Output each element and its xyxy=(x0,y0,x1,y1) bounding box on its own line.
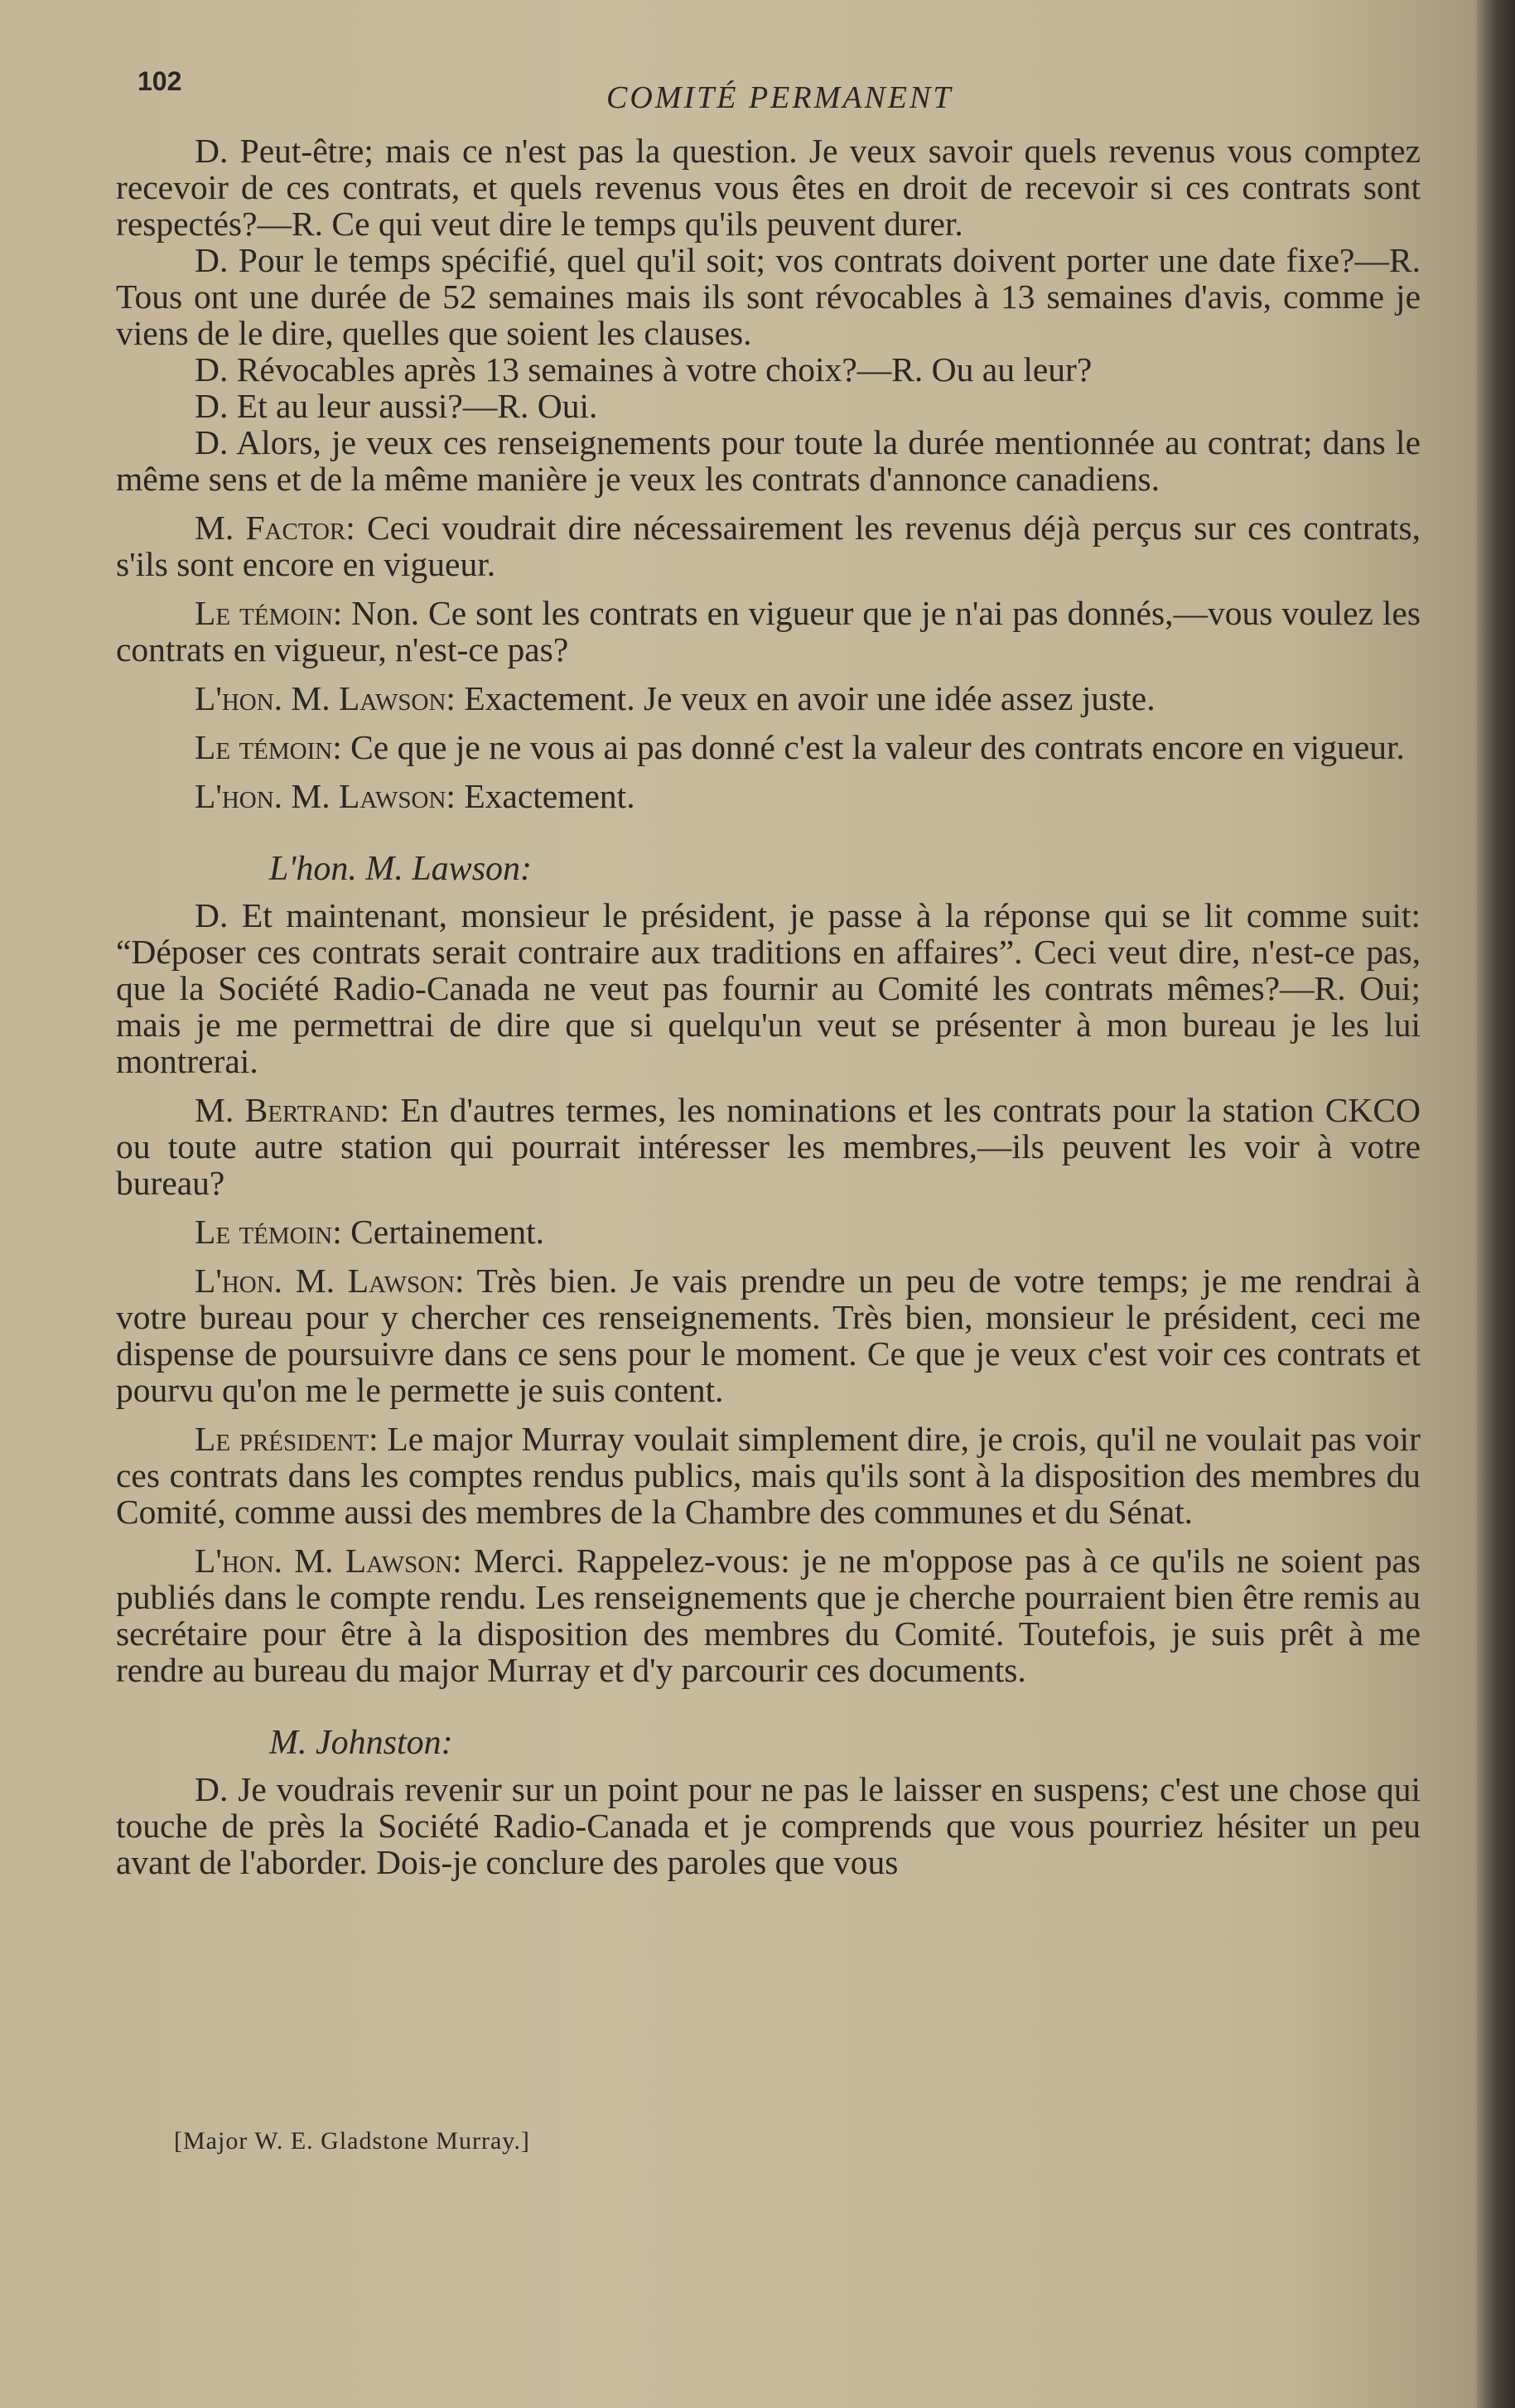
speaker: Le témoin: xyxy=(195,1213,342,1251)
paragraph: L'hon. M. Lawson: Exactement. xyxy=(195,777,635,815)
page-header xyxy=(138,66,1380,116)
paragraph: M. Bertrand: En d'autres termes, les nominations et les contrats pour la station CKCO ou toute autre station qui pourrait intéresser les membres,—ils peuvent les voir à votre bureau? xyxy=(116,1091,1421,1202)
paragraph: Le témoin: Certainement. xyxy=(195,1213,545,1251)
paragraph: D. Et maintenant, monsieur le président, je passe à la réponse qui se lit comme suit: “Déposer ces contrats serait contraire aux traditions en affaires”. Ceci veut dire, n'est-ce pas, que la Société Radio-Canada ne veut pas fournir au Comité les contrats mêmes?—R. Oui; mais je me permettrai de dire que si quelqu'un veut se présenter à mon bureau je les lui montrerai. xyxy=(116,896,1421,1080)
paragraph: D. Je voudrais revenir sur un point pour ne pas le laisser en suspens; c'est une chose qui touche de près la Société Radio-Canada et je comprends que vous pourriez hésiter un peu avant de l'aborder. Dois-je conclure des paroles que vous xyxy=(116,1770,1421,1881)
book-spine-shadow xyxy=(1477,0,1515,2408)
speaker: M. Factor: xyxy=(195,509,355,547)
paragraph: Le témoin: Non. Ce sont les contrats en vigueur que je n'ai pas donnés,—vous voulez les contrats en vigueur, n'est-ce pas? xyxy=(116,594,1421,668)
section-heading: M. Johnston: xyxy=(269,1724,453,1762)
speaker: Le témoin: xyxy=(195,594,343,632)
paragraph: Le témoin: Ce que je ne vous ai pas donné c'est la valeur des contrats encore en vigueur. xyxy=(195,728,1405,766)
speaker: L'hon. M. Lawson: xyxy=(195,679,456,717)
speaker: L'hon. M. Lawson: xyxy=(195,1542,462,1580)
page-number: 102 xyxy=(138,66,182,96)
speaker: M. Bertrand: xyxy=(195,1091,390,1129)
paragraph: D. Pour le temps spécifié, quel qu'il soit; vos contrats doivent porter une date fixe?—R. Tous ont une durée de 52 semaines mais ils sont révocables à 13 semaines d'avis, comme je viens de le dire, quelles que soient les clauses. xyxy=(116,241,1421,352)
speaker: L'hon. M. Lawson: xyxy=(195,1262,465,1300)
speaker: Le témoin: xyxy=(195,728,342,766)
section-heading: L'hon. M. Lawson: xyxy=(269,850,533,888)
paragraph: D. Révocables après 13 semaines à votre choix?—R. Ou au leur? xyxy=(195,350,1093,388)
running-head: COMITÉ PERMANENT xyxy=(606,80,953,115)
body-text xyxy=(116,133,1421,1893)
paragraph: L'hon. M. Lawson: Merci. Rappelez-vous: je ne m'oppose pas à ce qu'ils ne soient pas publiés dans le compte rendu. Les renseignements que je cherche pourraient bien être remis au secrétaire pour être à la disposition des membres du Comité. Toutefois, je suis prêt à me rendre au bureau du major Murray et d'y parcourir ces documents. xyxy=(116,1542,1421,1689)
speaker: L'hon. M. Lawson: xyxy=(195,777,456,815)
paragraph: L'hon. M. Lawson: Très bien. Je vais prendre un peu de votre temps; je me rendrai à votre bureau pour y chercher ces renseignements. Très bien, monsieur le président, ceci me dispense de poursuivre dans ce sens pour le moment. Ce que je veux c'est voir ces contrats et pourvu qu'on me le permette je suis content. xyxy=(116,1262,1421,1409)
speaker: Le président: xyxy=(195,1420,379,1458)
paragraph: Le président: Le major Murray voulait simplement dire, je crois, qu'il ne voulait pas voir ces contrats dans les comptes rendus publics, mais qu'ils sont à la disposition des membres du Comité, comme aussi des membres de la Chambre des communes et du Sénat. xyxy=(116,1420,1421,1531)
paragraph: D. Peut-être; mais ce n'est pas la question. Je veux savoir quels revenus vous comptez recevoir de ces contrats, et quels revenus vous êtes en droit de recevoir si ces contrats sont respectés?—R. Ce qui veut dire le temps qu'ils peuvent durer. xyxy=(116,132,1421,243)
paragraph: L'hon. M. Lawson: Exactement. Je veux en avoir une idée assez juste. xyxy=(195,679,1156,717)
paragraph: D. Alors, je veux ces renseignements pour toute la durée mentionnée au contrat; dans le même sens et de la même manière je veux les contrats d'annonce canadiens. xyxy=(116,423,1421,498)
speaker-footnote: [Major W. E. Gladstone Murray.] xyxy=(174,2127,530,2155)
paragraph: M. Factor: Ceci voudrait dire nécessairement les revenus déjà perçus sur ces contrats, s'ils sont encore en vigueur. xyxy=(116,509,1421,583)
paragraph: D. Et au leur aussi?—R. Oui. xyxy=(195,387,598,425)
